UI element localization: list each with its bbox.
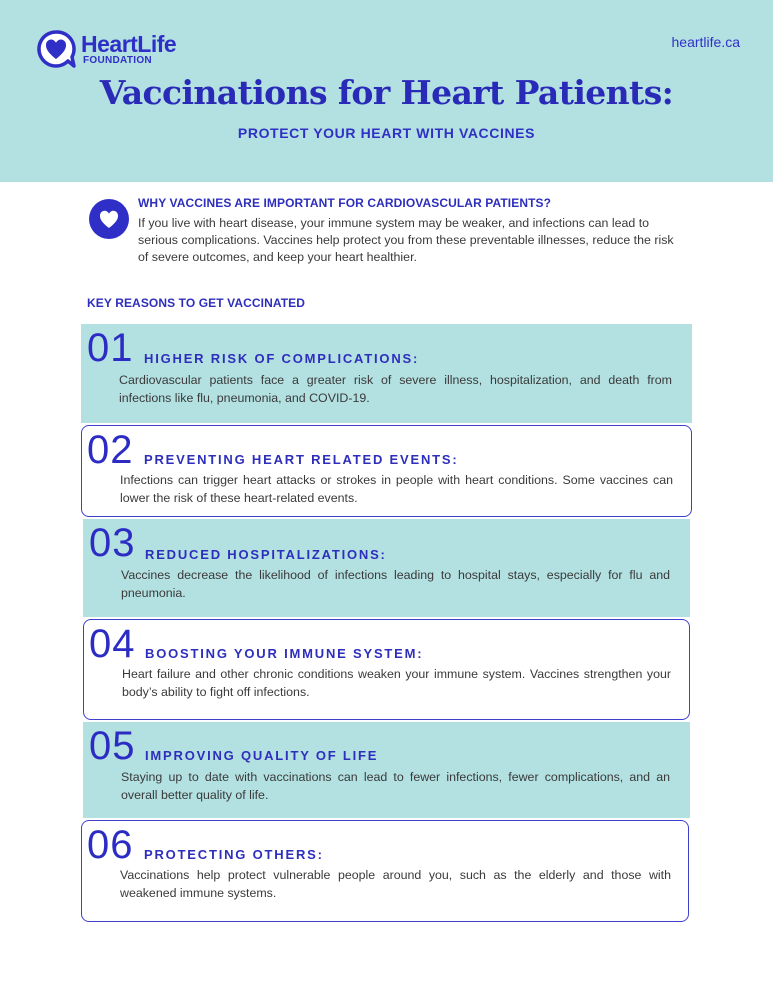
reason-text: Cardiovascular patients face a greater risk of severe illness, hospitalization, and death from infections like flu, pneumonia, and COVID-19. [119, 373, 672, 405]
reason-card-6 [81, 820, 689, 922]
reason-card-3 [83, 519, 690, 617]
reason-card-1 [81, 324, 692, 423]
reason-title: HIGHER RISK OF COMPLICATIONS: [144, 351, 420, 366]
heart-icon [89, 199, 129, 239]
header-banner [0, 0, 773, 182]
reason-title: IMPROVING QUALITY OF LIFE [145, 748, 379, 763]
heartlife-logo[interactable] [36, 29, 196, 69]
why-title: WHY VACCINES ARE IMPORTANT FOR CARDIOVASCULAR PATIENTS? [138, 196, 552, 210]
reason-number: 06 [87, 823, 134, 867]
logo-subtext: FOUNDATION [83, 55, 152, 66]
reason-title: BOOSTING YOUR IMMUNE SYSTEM: [145, 646, 424, 661]
reason-title: PROTECTING OTHERS: [144, 847, 324, 862]
reason-text: Infections can trigger heart attacks or strokes in people with heart conditions. Some vaccines can lower the risk of these heart-related events. [120, 473, 673, 505]
reason-number: 01 [87, 326, 134, 370]
page-title: Vaccinations for Heart Patients: [99, 73, 674, 112]
reason-number: 02 [87, 428, 134, 472]
reason-text: Heart failure and other chronic conditions weaken your immune system. Vaccines strengthen your body’s ability to fight off infections. [122, 667, 671, 699]
reason-number: 05 [89, 724, 136, 768]
reason-title: REDUCED HOSPITALIZATIONS: [145, 547, 387, 562]
reason-card-4 [83, 619, 690, 720]
heart-bubble-icon [36, 29, 76, 69]
reason-text: Vaccines decrease the likelihood of infections leading to hospital stays, especially for flu and pneumonia. [121, 568, 670, 600]
reasons-heading: KEY REASONS TO GET VACCINATED [87, 296, 306, 310]
reason-title: PREVENTING HEART RELATED EVENTS: [144, 452, 459, 467]
reason-card-2 [81, 425, 692, 517]
page-subtitle: PROTECT YOUR HEART WITH VACCINES [237, 125, 536, 141]
logo-name: HeartLife [81, 31, 177, 57]
reason-number: 04 [89, 622, 136, 666]
reason-text: Vaccinations help protect vulnerable people around you, such as the elderly and those with weakened immune systems. [120, 868, 671, 900]
reason-number: 03 [89, 521, 136, 565]
website-link[interactable]: heartlife.ca [671, 34, 740, 50]
reason-text: Staying up to date with vaccinations can lead to fewer infections, fewer complications, and an overall better quality of life. [121, 770, 670, 802]
reason-card-5 [83, 722, 690, 818]
why-body: If you live with heart disease, your immune system may be weaker, and infections can lead to serious complications. Vaccines help protect you from these preventable illnesses, reduce the risk of severe outcomes, and keep your heart healthier. [138, 216, 674, 264]
